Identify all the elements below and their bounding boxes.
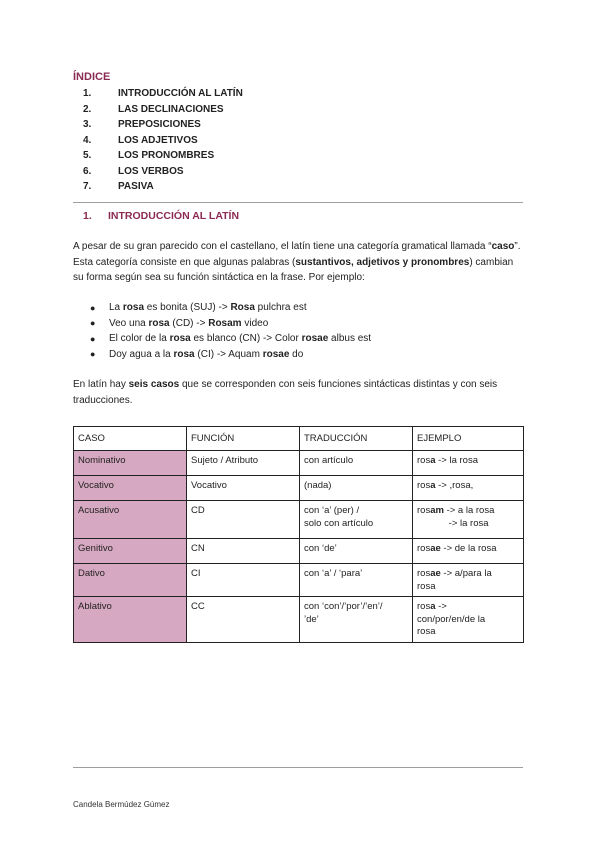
- example-list-item: [73, 347, 371, 363]
- case-name-cell: Nominativo: [74, 451, 187, 476]
- intro-paragraph: [73, 239, 523, 286]
- table-row: [74, 597, 524, 643]
- cases-bold: seis casos: [128, 379, 180, 390]
- example-list-item: [73, 300, 371, 316]
- toc-item: [73, 102, 243, 118]
- toc-item-number: 1.: [83, 88, 92, 100]
- toc-item-number: 2.: [83, 103, 92, 115]
- example-cell: rosa -> la rosa: [413, 451, 524, 476]
- header-cell: EJEMPLO: [413, 427, 524, 451]
- toc-item-number: 3.: [83, 119, 92, 131]
- case-name-cell: Vocativo: [74, 476, 187, 501]
- toc-item: [73, 117, 243, 133]
- toc-item-number: 7.: [83, 181, 92, 193]
- cases-table: [73, 426, 524, 643]
- table-row: [74, 476, 524, 501]
- case-name-cell: Dativo: [74, 564, 187, 597]
- translation-cell: con ‘a’ (per) / solo con artículo: [300, 501, 413, 539]
- toc-item: [73, 86, 243, 102]
- table-row: [74, 564, 524, 597]
- cases-text-1: En latín hay: [73, 379, 129, 390]
- footer-divider: [73, 767, 523, 768]
- function-cell: CD: [187, 501, 300, 539]
- header-cell: CASO: [74, 427, 187, 451]
- toc-item-label: LOS VERBOS: [118, 165, 184, 177]
- example-cell: rosam -> a la rosa -> la rosa: [413, 501, 524, 539]
- function-cell: CI: [187, 564, 300, 597]
- function-cell: Vocativo: [187, 476, 300, 501]
- cases-paragraph: [73, 377, 523, 408]
- translation-cell: con artículo: [300, 451, 413, 476]
- intro-text-1: A pesar de su gran parecido con el castellano, el latín tiene una categoría gramatical llamada “: [73, 241, 492, 252]
- table-row: [74, 451, 524, 476]
- toc-item: [73, 133, 243, 149]
- translation-cell: con ‘con’/’por’/’en’/ ’de’: [300, 597, 413, 643]
- author-footer: Candela Bermúdez Gúmez: [73, 800, 170, 809]
- toc-item-number: 6.: [83, 165, 92, 177]
- toc-item-number: 5.: [83, 150, 92, 162]
- example-list-item: [73, 316, 371, 332]
- intro-bold-words: sustantivos, adjetivos y pronombres: [295, 256, 470, 268]
- cases-text-2: que se corresponden con seis funciones sintácticas distintas y con seis traducciones.: [73, 379, 498, 406]
- index-title: ÍNDICE: [73, 71, 111, 83]
- function-cell: Sujeto / Atributo: [187, 451, 300, 476]
- section-heading-title: INTRODUCCIÓN AL LATÍN: [108, 210, 240, 222]
- toc-item-label: PREPOSICIONES: [118, 119, 201, 131]
- translation-cell: con ‘de’: [300, 539, 413, 564]
- bullet-icon: ●: [90, 318, 96, 329]
- example-text: El color de la rosa es blanco (CN) -> Color rosae albus est: [109, 333, 372, 345]
- example-text: Doy agua a la rosa (CI) -> Aquam rosae do: [109, 348, 304, 360]
- toc-item: [73, 164, 243, 180]
- intro-bold-caso: caso: [491, 241, 515, 252]
- intro-text-2: ”. Esta categoría consiste en que algunas palabras (: [73, 241, 521, 268]
- header-cell: TRADUCCIÓN: [300, 427, 413, 451]
- example-cell: rosae -> a/para la rosa: [413, 564, 524, 597]
- function-cell: CC: [187, 597, 300, 643]
- example-list-item: [73, 331, 371, 347]
- bullet-icon: ●: [90, 349, 96, 360]
- case-name-cell: Genitivo: [74, 539, 187, 564]
- table-row: [74, 539, 524, 564]
- example-cell: rosa -> ,rosa,: [413, 476, 524, 501]
- toc-item-label: LOS ADJETIVOS: [118, 134, 198, 146]
- bullet-icon: ●: [90, 302, 96, 313]
- toc-item: [73, 148, 243, 164]
- example-list: [73, 300, 371, 362]
- section-heading-number: 1.: [83, 210, 92, 222]
- table-row: [74, 501, 524, 539]
- toc-item-label: INTRODUCCIÓN AL LATÍN: [118, 88, 243, 100]
- example-cell: rosae -> de la rosa: [413, 539, 524, 564]
- example-cell: rosa -> con/por/en/de la rosa: [413, 597, 524, 643]
- table-of-contents: [73, 86, 243, 195]
- example-text: La rosa es bonita (SUJ) -> Rosa pulchra est: [109, 302, 307, 314]
- section-divider: [73, 202, 523, 203]
- translation-cell: con ‘a’ / ‘para’: [300, 564, 413, 597]
- case-name-cell: Acusativo: [74, 501, 187, 539]
- toc-item-label: LOS PRONOMBRES: [118, 150, 215, 162]
- header-cell: FUNCIÓN: [187, 427, 300, 451]
- example-text: Veo una rosa (CD) -> Rosam video: [109, 317, 269, 329]
- section-heading: [83, 210, 239, 222]
- function-cell: CN: [187, 539, 300, 564]
- table-header-row: [74, 427, 524, 451]
- intro-text-3: ) cambian su forma según sea su función sintáctica en la frase. Por ejemplo:: [73, 256, 514, 283]
- toc-item-label: PASIVA: [118, 181, 154, 193]
- toc-item-label: LAS DECLINACIONES: [118, 103, 224, 115]
- translation-cell: (nada): [300, 476, 413, 501]
- toc-item: [73, 179, 243, 195]
- toc-item-number: 4.: [83, 134, 92, 146]
- case-name-cell: Ablativo: [74, 597, 187, 643]
- bullet-icon: ●: [90, 333, 96, 344]
